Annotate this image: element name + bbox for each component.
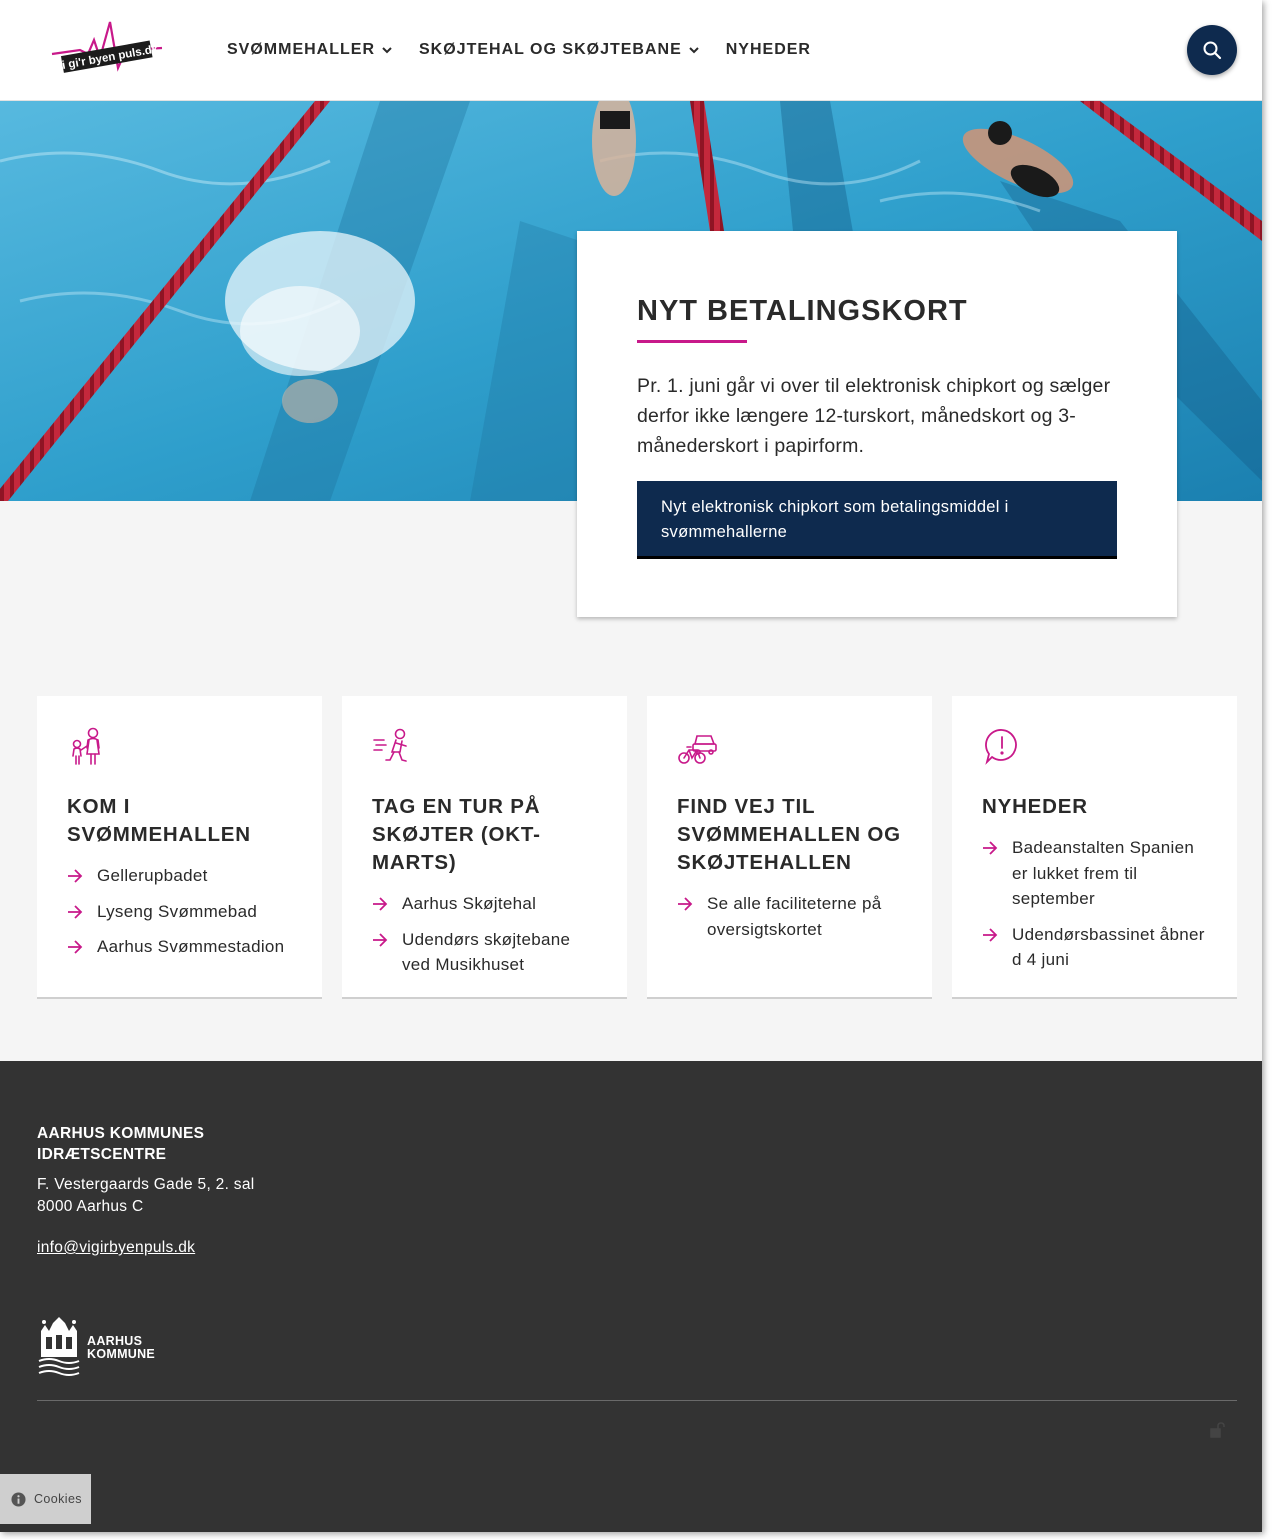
chipkort-button[interactable]: Nyt elektronisk chipkort som betalingsmiddel i svømmehallerne [637, 481, 1117, 559]
link-label: Aarhus Skøjtehal [402, 894, 537, 913]
nav-label: SKØJTEHAL OG SKØJTEBANE [419, 41, 682, 58]
cookies-label: Cookies [34, 1492, 82, 1506]
link-udendorsbassinet[interactable] [982, 922, 1207, 973]
link-label: Aarhus Svømmestadion [97, 937, 285, 956]
crest-line: KOMMUNE [87, 1347, 156, 1361]
footer-org-name [37, 1123, 204, 1165]
card-title: NYHEDER [982, 795, 1088, 818]
link-label: Udendørs skøjtebane ved Musikhuset [402, 929, 571, 974]
link-aarhus-svommestadion[interactable] [67, 934, 292, 960]
nav-svommehaller[interactable] [227, 41, 393, 59]
main-nav [227, 41, 811, 59]
link-aarhus-skojtehal[interactable] [372, 891, 597, 917]
crest-icon [37, 1317, 81, 1379]
site-logo[interactable] [50, 18, 165, 82]
link-oversigtskort[interactable] [677, 891, 902, 942]
hero-text: Pr. 1. juni går vi over til elektronisk chipkort og sælger derfor ikke længere 12-turskort, månedskort og 3-månederskort i papirform. [637, 375, 1111, 457]
link-udendors-skojtebane[interactable] [372, 927, 597, 978]
arrow-right-icon [67, 905, 83, 919]
footer-divider [37, 1400, 1237, 1401]
card-link-list [982, 835, 1207, 973]
org-line: AARHUS KOMMUNES [37, 1125, 205, 1142]
address-line: F. Vestergaards Gade 5, 2. sal [37, 1176, 255, 1193]
link-label: Badeanstalten Spanien er lukket frem til september [1012, 838, 1195, 908]
link-label: Gellerupbadet [97, 866, 208, 885]
arrow-right-icon [372, 897, 388, 911]
arrow-right-icon [67, 940, 83, 954]
info-cards [37, 696, 1237, 999]
search-button[interactable] [1187, 25, 1237, 75]
nav-skojtehal[interactable] [419, 41, 700, 59]
site-footer [0, 1061, 1262, 1532]
bike-car-icon [677, 726, 717, 766]
hero-card [577, 231, 1177, 617]
card-nyheder [952, 696, 1237, 999]
arrow-right-icon [982, 841, 998, 855]
family-icon [67, 726, 107, 766]
footer-email-link[interactable]: info@vigirbyenpuls.dk [37, 1239, 196, 1256]
skater-icon [372, 726, 412, 766]
aarhus-kommune-logo[interactable] [37, 1317, 155, 1379]
chevron-down-icon [381, 44, 393, 56]
hero-title: NYT BETALINGSKORT [637, 295, 968, 327]
logo-text: vi gi'r byen puls.dk [54, 43, 160, 74]
card-link-list [677, 891, 902, 942]
site-header [0, 0, 1262, 101]
crest-line: AARHUS [87, 1334, 143, 1348]
cookies-button[interactable] [0, 1474, 91, 1524]
lock-icon[interactable] [1209, 1422, 1225, 1438]
link-lyseng-svommebad[interactable] [67, 899, 292, 925]
info-icon [11, 1492, 26, 1507]
card-title: KOM I SVØMMEHALLEN [67, 795, 251, 846]
arrow-right-icon [67, 869, 83, 883]
chevron-down-icon [688, 44, 700, 56]
crest-text [87, 1335, 155, 1361]
link-gellerupbadet[interactable] [67, 863, 292, 889]
card-link-list [372, 891, 597, 978]
arrow-right-icon [982, 928, 998, 942]
link-label: Se alle faciliteterne på oversigtskortet [707, 894, 882, 939]
card-link-list [67, 863, 292, 960]
footer-address [37, 1174, 255, 1218]
alert-icon [982, 726, 1022, 766]
title-underline [637, 340, 747, 343]
address-line: 8000 Aarhus C [37, 1198, 144, 1215]
link-badeanstalten-spanien[interactable] [982, 835, 1207, 912]
arrow-right-icon [677, 897, 693, 911]
search-icon [1202, 40, 1222, 60]
card-find-vej [647, 696, 932, 999]
nav-label: NYHEDER [725, 41, 811, 58]
card-tag-en-tur-pa-skojter [342, 696, 627, 999]
link-label: Lyseng Svømmebad [97, 901, 258, 921]
arrow-right-icon [372, 933, 388, 947]
nav-label: SVØMMEHALLER [227, 41, 375, 58]
org-line: IDRÆTSCENTRE [37, 1146, 167, 1163]
nav-nyheder[interactable] [726, 41, 811, 59]
card-title: TAG EN TUR PÅ SKØJTER (OKT-MARTS) [372, 795, 541, 874]
card-kom-i-svommehallen [37, 696, 322, 999]
card-title: FIND VEJ TIL SVØMMEHALLEN OG SKØJTEHALLEN [677, 795, 901, 874]
link-label: Udendørsbassinet åbner d 4 juni [1012, 924, 1205, 969]
